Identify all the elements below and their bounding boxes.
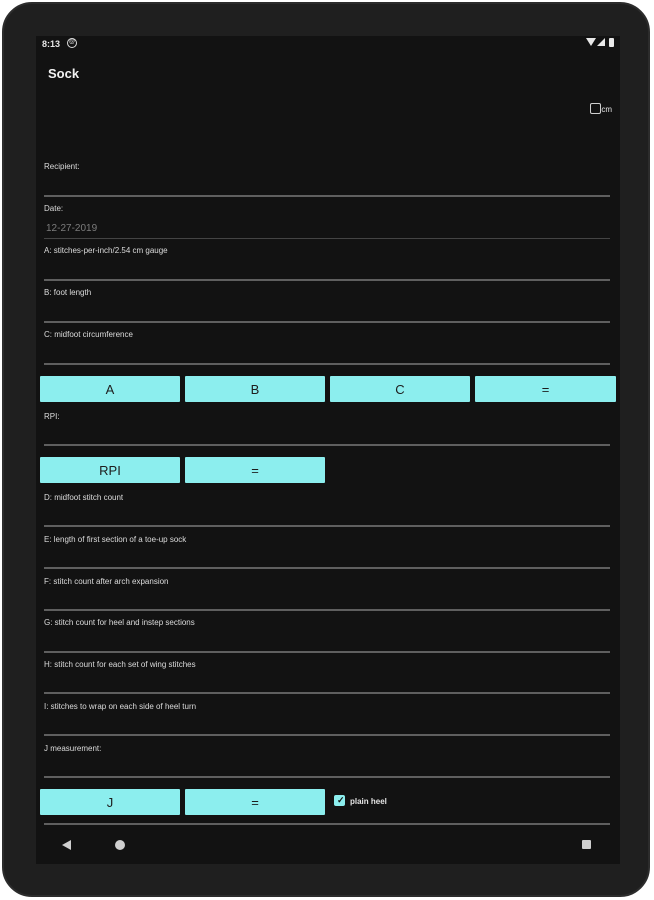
first-section-e-label: E: length of first section of a toe-up sock	[44, 535, 187, 544]
heel-instep-g-input[interactable]	[44, 651, 610, 653]
form-content	[36, 94, 620, 826]
back-icon[interactable]	[62, 840, 71, 850]
recipient-input[interactable]	[44, 195, 610, 197]
notification-icon: @	[67, 38, 77, 48]
first-section-e-input[interactable]	[44, 567, 610, 569]
app-bar	[36, 54, 620, 94]
midfoot-circ-c-input[interactable]	[44, 363, 610, 365]
heel-turn-wrap-i-input[interactable]	[44, 734, 610, 736]
status-bar	[36, 36, 620, 54]
date-label: Date:	[44, 204, 64, 213]
midfoot-circ-c-label: C: midfoot circumference	[44, 330, 133, 339]
gauge-a-input[interactable]	[44, 279, 610, 281]
plain-heel-checkbox[interactable]	[334, 795, 345, 806]
home-icon[interactable]	[115, 840, 125, 850]
navigation-bar	[36, 826, 620, 864]
recent-apps-icon[interactable]	[582, 840, 591, 849]
j-measurement-input[interactable]	[44, 776, 610, 778]
arch-expansion-f-label: F: stitch count after arch expansion	[44, 577, 169, 586]
arch-expansion-f-input[interactable]	[44, 609, 610, 611]
status-time: 8:13	[42, 39, 61, 49]
custom-instep-j-input[interactable]	[44, 823, 610, 825]
b-button[interactable]: B	[185, 376, 325, 402]
cm-checkbox[interactable]	[590, 103, 601, 114]
rpi-label: RPI:	[44, 412, 60, 421]
rpi-button[interactable]: RPI	[40, 457, 180, 483]
gauge-a-label: A: stitches-per-inch/2.54 cm gauge	[44, 246, 168, 255]
foot-length-b-input[interactable]	[44, 321, 610, 323]
rpi-equals-button[interactable]: =	[185, 457, 325, 483]
j-equals-button[interactable]: =	[185, 789, 325, 815]
c-button[interactable]: C	[330, 376, 470, 402]
screen	[36, 36, 620, 864]
date-input-value[interactable]: 12-27-2019	[46, 223, 98, 234]
rpi-input[interactable]	[44, 444, 610, 446]
a-button[interactable]: A	[40, 376, 180, 402]
plain-heel-label: plain heel	[350, 797, 387, 806]
midfoot-stitch-d-input[interactable]	[44, 525, 610, 527]
midfoot-stitch-d-label: D: midfoot stitch count	[44, 493, 124, 502]
heel-instep-g-label: G: stitch count for heel and instep sections	[44, 618, 195, 627]
recipient-label: Recipient:	[44, 162, 80, 171]
battery-icon	[609, 38, 614, 47]
check-icon: ✓	[337, 795, 345, 805]
j-button[interactable]: J	[40, 789, 180, 815]
signal-icon	[597, 38, 605, 46]
wing-stitches-h-input[interactable]	[44, 692, 610, 694]
app-title: Sock	[48, 66, 80, 81]
foot-length-b-label: B: foot length	[44, 288, 92, 297]
cm-label: cm	[601, 105, 612, 114]
wing-stitches-h-label: H: stitch count for each set of wing stitches	[44, 660, 196, 669]
date-input[interactable]	[44, 238, 610, 239]
j-measurement-label: J measurement:	[44, 744, 102, 753]
heel-turn-wrap-i-label: I: stitches to wrap on each side of heel turn	[44, 702, 197, 711]
abc-equals-button[interactable]: =	[475, 376, 616, 402]
wifi-icon	[586, 38, 596, 46]
